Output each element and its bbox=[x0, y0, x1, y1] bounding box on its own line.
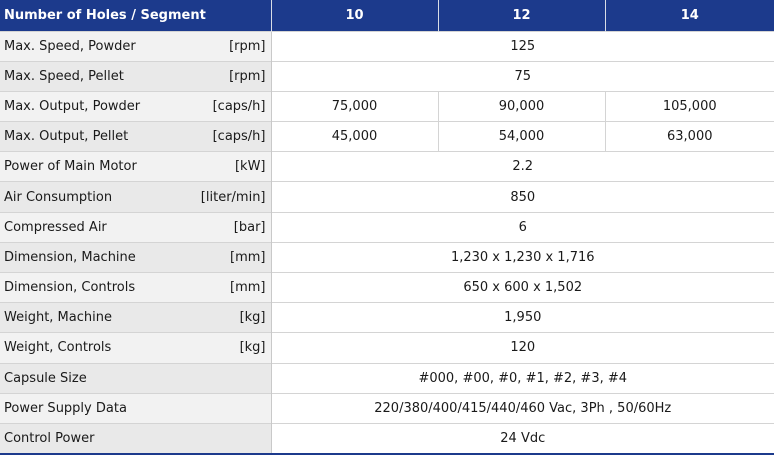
row-label-cell bbox=[0, 182, 271, 212]
row-label: Control Power bbox=[4, 430, 95, 446]
row-label-cell bbox=[0, 212, 271, 242]
row-value: 90,000 bbox=[438, 91, 605, 121]
row-label-cell bbox=[0, 363, 271, 393]
row-label: Max. Output, Pellet bbox=[4, 129, 129, 145]
table-row bbox=[0, 333, 774, 363]
row-value: 45,000 bbox=[271, 122, 438, 152]
row-value: 120 bbox=[271, 333, 774, 363]
row-label-cell bbox=[0, 273, 271, 303]
header-row bbox=[0, 0, 774, 31]
row-label-cell bbox=[0, 242, 271, 272]
table-row bbox=[0, 31, 774, 61]
row-label: Compressed Air bbox=[4, 219, 107, 235]
row-label: Power Supply Data bbox=[4, 400, 127, 416]
spec-body bbox=[0, 31, 774, 454]
row-label-cell bbox=[0, 91, 271, 121]
row-label-cell bbox=[0, 122, 271, 152]
row-value: 63,000 bbox=[605, 122, 774, 152]
row-unit: [mm] bbox=[230, 280, 266, 296]
row-value: 24 Vdc bbox=[271, 423, 774, 453]
row-value: #000, #00, #0, #1, #2, #3, #4 bbox=[271, 363, 774, 393]
row-value: 1,230 x 1,230 x 1,716 bbox=[271, 242, 774, 272]
table-row bbox=[0, 122, 774, 152]
header-label: Number of Holes / Segment bbox=[0, 0, 271, 31]
row-value: 220/380/400/415/440/460 Vac, 3Ph , 50/60Hz bbox=[271, 393, 774, 423]
row-label: Dimension, Machine bbox=[4, 249, 136, 265]
table-row bbox=[0, 363, 774, 393]
row-label: Max. Output, Powder bbox=[4, 98, 141, 114]
row-value: 54,000 bbox=[438, 122, 605, 152]
row-label: Air Consumption bbox=[4, 189, 113, 205]
row-value: 6 bbox=[271, 212, 774, 242]
row-label-cell bbox=[0, 61, 271, 91]
row-unit: [bar] bbox=[233, 219, 266, 235]
header-col-10: 10 bbox=[271, 0, 438, 31]
row-label: Max. Speed, Pellet bbox=[4, 68, 124, 84]
row-label: Dimension, Controls bbox=[4, 280, 136, 296]
row-unit: [rpm] bbox=[229, 68, 266, 84]
header-col-12: 12 bbox=[438, 0, 605, 31]
row-unit: [caps/h] bbox=[212, 98, 266, 114]
table-row bbox=[0, 423, 774, 453]
row-value: 850 bbox=[271, 182, 774, 212]
row-unit: [kg] bbox=[239, 340, 266, 356]
row-unit: [mm] bbox=[230, 249, 266, 265]
row-value: 1,950 bbox=[271, 303, 774, 333]
row-label: Weight, Machine bbox=[4, 310, 112, 326]
table-row bbox=[0, 212, 774, 242]
table-row bbox=[0, 303, 774, 333]
row-unit: [liter/min] bbox=[200, 189, 266, 205]
row-label: Power of Main Motor bbox=[4, 159, 137, 175]
table-row bbox=[0, 91, 774, 121]
row-label: Capsule Size bbox=[4, 370, 87, 386]
row-label-cell bbox=[0, 423, 271, 453]
table-row bbox=[0, 242, 774, 272]
row-value: 125 bbox=[271, 31, 774, 61]
row-unit: [rpm] bbox=[229, 38, 266, 54]
row-value: 105,000 bbox=[605, 91, 774, 121]
row-unit: [kg] bbox=[239, 310, 266, 326]
row-label: Max. Speed, Powder bbox=[4, 38, 136, 54]
table-row bbox=[0, 273, 774, 303]
row-label-cell bbox=[0, 333, 271, 363]
row-label: Weight, Controls bbox=[4, 340, 112, 356]
row-label-cell bbox=[0, 393, 271, 423]
row-value: 2.2 bbox=[271, 152, 774, 182]
table-row bbox=[0, 61, 774, 91]
row-unit: [kW] bbox=[234, 159, 266, 175]
table-row bbox=[0, 393, 774, 423]
row-value: 650 x 600 x 1,502 bbox=[271, 273, 774, 303]
row-label-cell bbox=[0, 152, 271, 182]
row-label-cell bbox=[0, 303, 271, 333]
header-col-14: 14 bbox=[605, 0, 774, 31]
row-label-cell bbox=[0, 31, 271, 61]
table-row bbox=[0, 152, 774, 182]
row-unit: [caps/h] bbox=[212, 129, 266, 145]
row-value: 75,000 bbox=[271, 91, 438, 121]
table-row bbox=[0, 182, 774, 212]
row-value: 75 bbox=[271, 61, 774, 91]
